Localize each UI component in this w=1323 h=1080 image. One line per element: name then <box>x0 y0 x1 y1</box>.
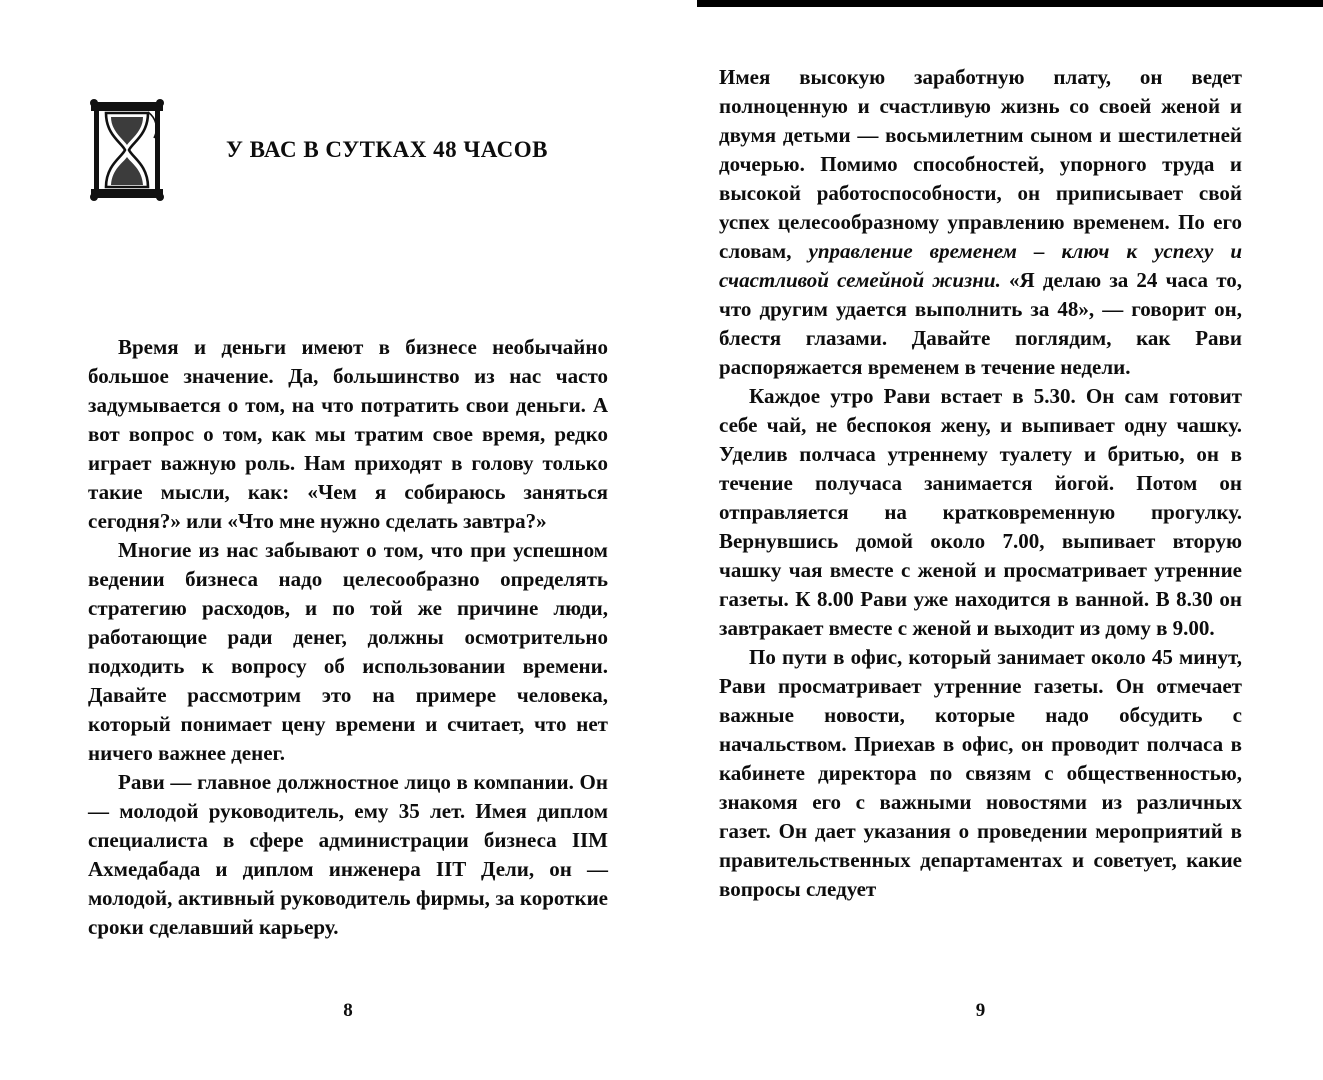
paragraph-text: Имея высокую заработную плату, он ведет полноценную и счастливую жизнь со своей женой и двумя детьми — восьмилетним сыном и шестилетней дочерью. Помимо способностей, упорного труда и высокой работоспособности, он приписывает свой успех целесообразному управлению временем. По его словам, <box>719 65 1242 263</box>
paragraph: Многие из нас забывают о том, что при успешном ведении бизнеса надо целесообразно определять стратегию расходов, и по той же причине люди, работающие ради денег, должны осмотрительно подходить к вопросу об использовании времени. Давайте рассмотрим это на примере человека, который понимает цену времени и считает, что нет ничего важнее денег. <box>88 538 608 765</box>
paragraph: Каждое утро Рави встает в 5.30. Он сам готовит себе чай, не беспокоя жену, и выпивает одну чашку. Уделив полчаса утреннему туалету и бритью, он в течение получаса занимается йогой. Потом он отправляется на кратковременную прогулку. Вернувшись домой около 7.00, выпивает вторую чашку чая вместе с женой и просматривает утренние газеты. К 8.00 Рави уже находится в ванной. В 8.30 он завтракает вместе с женой и выходит из дому в 9.00. <box>719 384 1242 640</box>
page-number-right: 9 <box>975 1000 986 1021</box>
paragraph: Рави — главное должностное лицо в компании. Он — молодой руководитель, ему 35 лет. Имея диплом специалиста в сфере администрации бизнеса IIM Ахмедабада и диплом инженера IIT Дели, он — молодой, активный руководитель фирмы, за короткие сроки сделавший карьеру. <box>88 770 608 939</box>
right-page-text <box>719 63 1242 904</box>
page-number-left: 8 <box>343 1000 353 1021</box>
chapter-title: У ВАС В СУТКАХ 48 ЧАСОВ <box>225 137 549 162</box>
paragraph-text: «Я делаю за 24 часа то, что другим удается выполнить за 48», — говорит он, блестя глазами. Давайте поглядим, как Рави распоряжается временем в течение недели. <box>719 268 1242 379</box>
paragraph: Время и деньги имеют в бизнесе необычайно большое значение. Да, большинство из нас часто задумывается о том, на что потратить свои деньги. А вот вопрос о том, как мы тратим свое время, редко играет важную роль. Нам приходят в голову только такие мысли, как: «Чем я собираюсь заняться сегодня?» или «Что мне нужно сделать завтра?» <box>88 335 608 533</box>
right-page <box>719 0 1242 1080</box>
left-page-text <box>88 333 608 942</box>
left-page <box>88 0 608 1080</box>
hourglass-icon <box>88 98 166 202</box>
chapter-header <box>88 98 608 202</box>
paragraph-italic-text: управление временем – ключ к успеху и счастливой семейной жизни. <box>719 239 1242 292</box>
paragraph <box>719 63 1242 382</box>
paragraph: По пути в офис, который занимает около 45 минут, Рави просматривает утренние газеты. Он отмечает важные новости, которые надо обсудить с начальством. Приехав в офис, он проводит полчаса в кабинете директора по связям с общественностью, знакомя его с важными новостями из различных газет. Он дает указания о проведении мероприятий в правительственных департаментах и советует, какие вопросы следует <box>719 645 1242 901</box>
